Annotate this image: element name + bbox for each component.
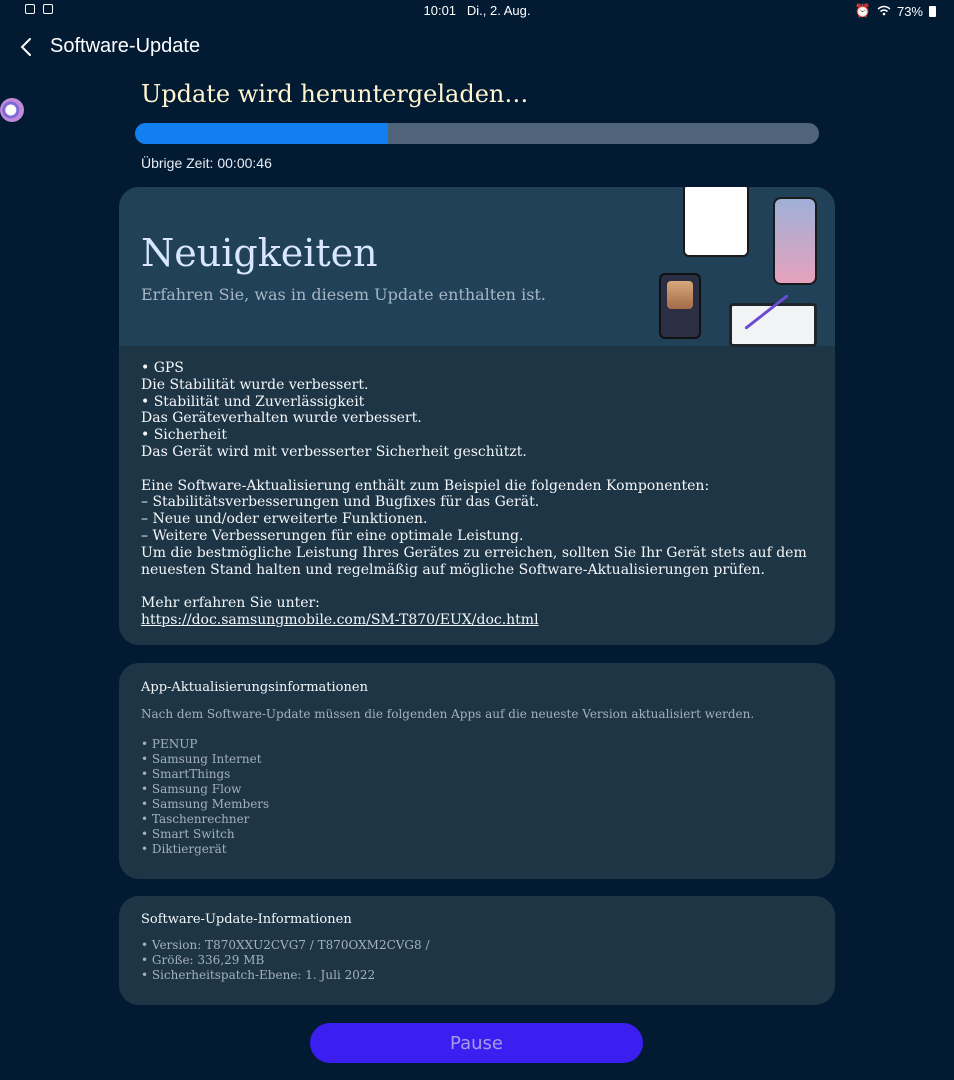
more-info-link[interactable]: https://doc.samsungmobile.com/SM-T870/EUX/doc.html (141, 611, 539, 628)
status-bar-right (855, 3, 936, 19)
status-date: Di., 2. Aug. (466, 3, 531, 18)
app-list-item: • Diktiergerät (141, 842, 227, 856)
news-heading: Neuigkeiten (141, 231, 378, 275)
software-update-info-title: Software-Update-Informationen (141, 912, 352, 927)
remaining-time-value: 00:00:46 (217, 155, 272, 171)
floating-assistant-icon[interactable] (0, 98, 24, 122)
download-title: Update wird heruntergeladen… (141, 80, 529, 108)
news-card (119, 187, 835, 645)
app-list-item: • Smart Switch (141, 827, 235, 841)
software-update-info-list (141, 938, 430, 983)
back-button[interactable] (14, 34, 38, 60)
app-list-item: • Samsung Members (141, 797, 270, 811)
back-arrow-icon (20, 37, 32, 57)
device-illustration-tablet-pen (729, 303, 817, 347)
news-subtitle: Erfahren Sie, was in diesem Update enthalten ist. (141, 285, 546, 304)
page-title: Software-Update (50, 35, 201, 57)
download-progress-fill (135, 123, 388, 144)
app-update-info-description: Nach dem Software-Update müssen die folgenden Apps auf die neueste Version aktualisiert werden. (141, 707, 755, 721)
alarm-icon: ⏰ (854, 3, 871, 18)
battery-percentage: 73% (896, 3, 923, 19)
software-update-info-card (119, 896, 835, 1005)
download-progress-bar (135, 123, 819, 144)
size-info: • Größe: 336,29 MB (141, 953, 265, 967)
battery-icon (929, 6, 936, 17)
app-list-item: • SmartThings (141, 767, 231, 781)
security-patch-info: • Sicherheitspatch-Ebene: 1. Juli 2022 (141, 968, 376, 982)
device-illustration-phone (773, 197, 817, 285)
device-illustration-tablet (683, 187, 749, 257)
status-bar-datetime (0, 3, 954, 18)
app-update-info-title: App-Aktualisierungsinformationen (141, 680, 368, 695)
status-time: 10:01 (423, 3, 457, 18)
wifi-icon (877, 4, 891, 19)
status-bar (0, 0, 954, 22)
news-body-text: • GPS Die Stabilität wurde verbessert. • Stabilität und Zuverlässigkeit Das Geräteverhalten wurde verbessert. • Sicherheit Das Gerät wird mit verbesserter Sicherheit geschützt. Eine Software-Aktualisierung enthält zum Beispiel die folgenden Komponenten: – Stabilitätsverbesserungen und Bugfixes für das Gerät. – Neue und/oder erweiterte Funktionen. – Weitere Verbesserungen für eine optimale Leistung. Um die bestmögliche Leistung Ihres Gerätes zu erreichen, sollten Sie Ihr Gerät stets auf dem neuesten Stand halten und regelmäßig auf mögliche Software-Aktualisierungen prüfen. Mehr erfahren Sie unter: (141, 360, 807, 612)
version-info: • Version: T870XXU2CVG7 / T870OXM2CVG8 / (141, 938, 430, 952)
remaining-time-label: Übrige Zeit: (141, 155, 214, 171)
app-list (141, 737, 269, 857)
app-list-item: • Samsung Internet (141, 752, 262, 766)
pause-button[interactable]: Pause (310, 1023, 643, 1063)
news-header (119, 187, 835, 346)
device-illustration-flip-phone (659, 273, 701, 339)
app-update-info-card (119, 663, 835, 879)
app-list-item: • Taschenrechner (141, 812, 250, 826)
app-list-item: • PENUP (141, 737, 198, 751)
news-body (119, 346, 835, 643)
remaining-time (141, 155, 272, 171)
app-list-item: • Samsung Flow (141, 782, 242, 796)
